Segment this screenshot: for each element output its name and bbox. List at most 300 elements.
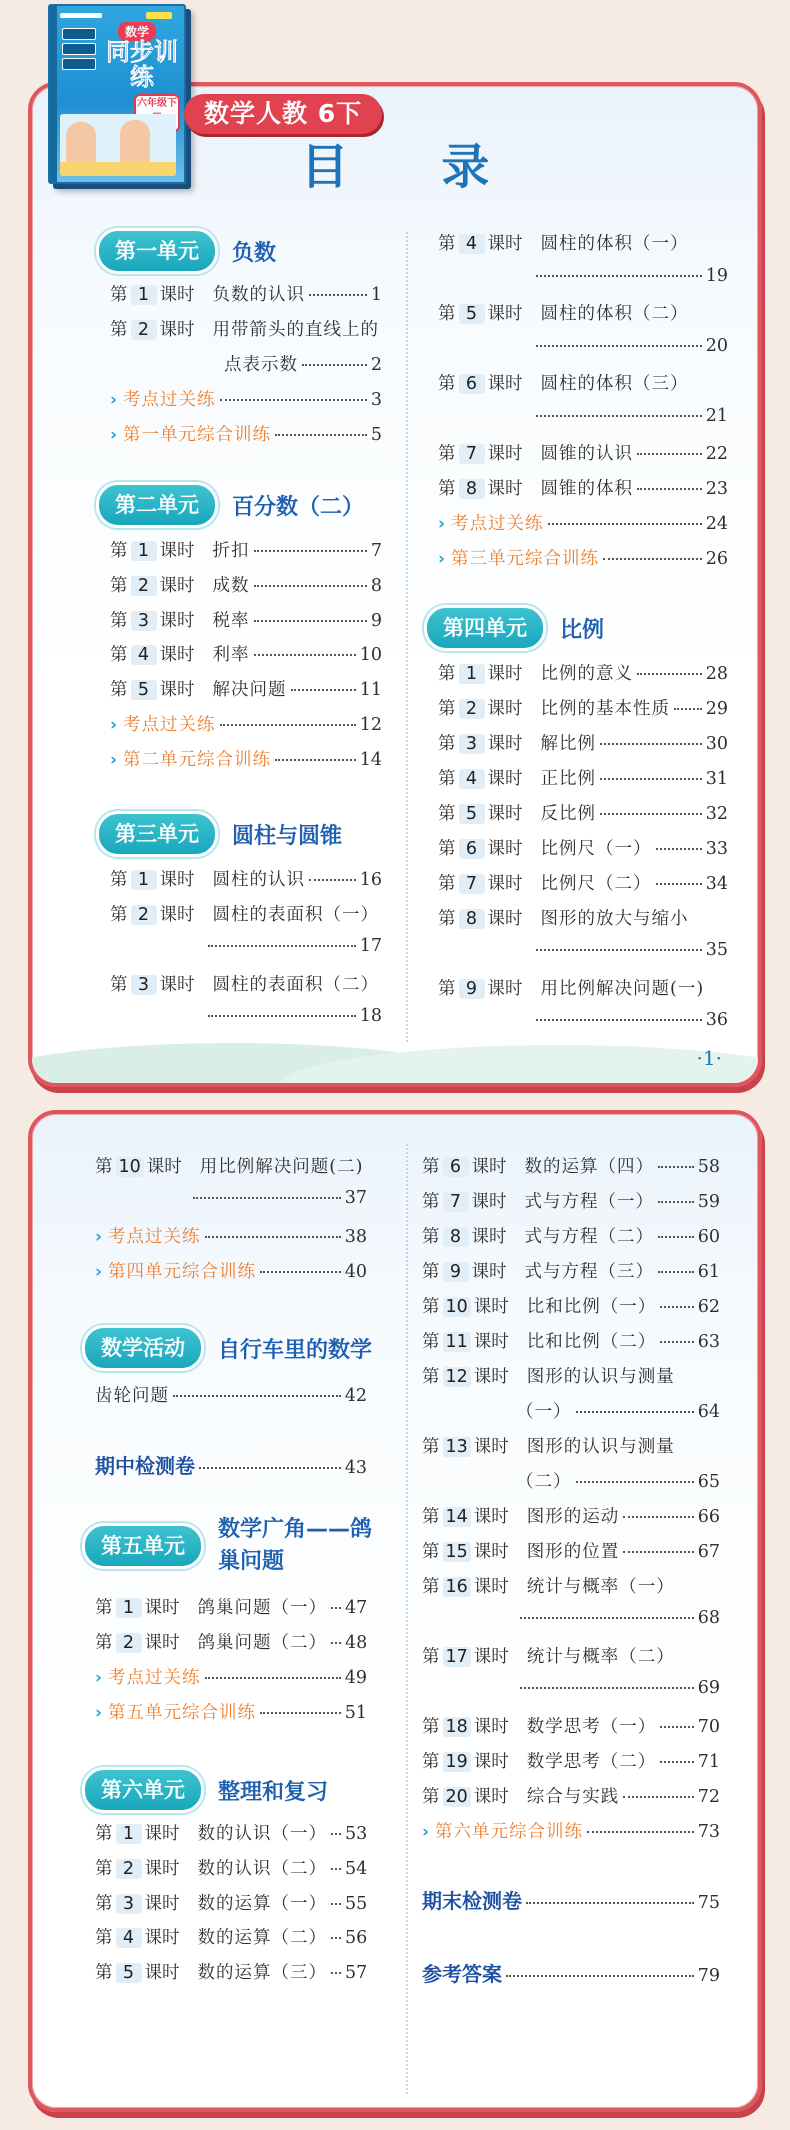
chevron-right-icon: › xyxy=(438,549,446,569)
dot-leader xyxy=(193,1197,341,1199)
dot-leader xyxy=(536,345,702,347)
page-title: 目 录 xyxy=(300,139,528,195)
page-ref: 72 xyxy=(697,1787,720,1807)
toc-entry[interactable] xyxy=(95,1153,375,1179)
lesson-label xyxy=(422,1328,509,1353)
toc-entry[interactable] xyxy=(438,975,728,1001)
lesson-label xyxy=(422,1503,509,1528)
unit-header xyxy=(96,485,364,525)
entry-title: 数学思考（二） xyxy=(526,1752,657,1772)
dot-leader xyxy=(291,689,356,691)
lesson-label xyxy=(422,1783,509,1808)
toc-entry[interactable] xyxy=(422,1293,720,1319)
page-ref: 61 xyxy=(697,1262,720,1282)
unit-name-line: 巢问题 xyxy=(218,1549,285,1574)
lesson-label xyxy=(422,1258,507,1283)
page-ref: 59 xyxy=(697,1192,720,1212)
unit-header xyxy=(96,814,342,854)
toc-entry[interactable] xyxy=(422,1328,720,1354)
entry-title: 数学思考（一） xyxy=(526,1717,657,1737)
toc-entry[interactable] xyxy=(422,1678,720,1704)
toc-entry[interactable] xyxy=(438,940,728,966)
page-ref: 62 xyxy=(697,1297,720,1317)
toc-entry[interactable] xyxy=(422,1468,720,1494)
lesson-label xyxy=(422,1153,507,1178)
chevron-right-icon: › xyxy=(95,1262,103,1282)
lesson-suffix: 课时 xyxy=(487,304,523,324)
lesson-suffix: 课时 xyxy=(471,1192,507,1212)
page-ref: 63 xyxy=(697,1332,720,1352)
toc-entry[interactable] xyxy=(422,1713,720,1739)
page-ref: 73 xyxy=(697,1822,720,1842)
toc-entry[interactable] xyxy=(95,1890,367,1916)
toc-entry[interactable] xyxy=(110,936,382,962)
toc-entry[interactable] xyxy=(110,641,382,667)
unit-header xyxy=(82,1770,328,1810)
lesson-label xyxy=(95,1153,182,1178)
toc-entry[interactable] xyxy=(438,406,728,432)
lesson-number: 1 xyxy=(116,1598,142,1618)
entry-title: 数的认识（二） xyxy=(197,1858,327,1879)
page-ref: 60 xyxy=(697,1227,720,1247)
lesson-number: 15 xyxy=(443,1542,471,1562)
lesson-suffix: 课时 xyxy=(144,1963,180,1984)
dot-leader xyxy=(520,1687,694,1689)
lesson-label xyxy=(110,537,195,562)
toc-entry[interactable] xyxy=(95,1820,367,1846)
toc-entry[interactable] xyxy=(438,1010,728,1036)
dot-leader xyxy=(587,1831,694,1833)
dot-leader xyxy=(331,1833,341,1835)
entry-title: 利率 xyxy=(212,645,250,666)
entry-title: 鸽巢问题（一） xyxy=(197,1598,327,1618)
dot-leader xyxy=(331,1607,341,1609)
dot-leader xyxy=(623,1516,693,1518)
lesson-suffix: 课时 xyxy=(159,870,195,890)
toc-entry[interactable] xyxy=(95,1855,367,1881)
lesson-number: 19 xyxy=(443,1752,471,1772)
lesson-prefix: 第 xyxy=(438,444,456,464)
page-ref: 21 xyxy=(705,406,728,426)
entry-title: 鸽巢问题（二） xyxy=(197,1633,327,1653)
lesson-prefix: 第 xyxy=(110,645,128,666)
lesson-number: 3 xyxy=(131,611,157,631)
lesson-number: 6 xyxy=(443,1157,469,1177)
entry-title: 式与方程（二） xyxy=(524,1227,654,1247)
toc-entry[interactable] xyxy=(422,1573,720,1599)
page-ref: 65 xyxy=(697,1472,720,1492)
dot-leader xyxy=(656,883,702,885)
lesson-prefix: 第 xyxy=(422,1157,440,1177)
lesson-suffix: 课时 xyxy=(473,1297,509,1317)
dot-leader xyxy=(331,1642,341,1644)
toc-entry[interactable] xyxy=(422,1398,720,1424)
chevron-right-icon: › xyxy=(110,750,118,770)
toc-entry[interactable] xyxy=(438,475,728,501)
toc-entry[interactable] xyxy=(422,1748,720,1774)
entry-title: 用比例解决问题(二) xyxy=(199,1157,364,1177)
toc-entry[interactable] xyxy=(422,1783,720,1809)
toc-entry[interactable] xyxy=(110,866,382,892)
toc-entry[interactable] xyxy=(438,370,728,396)
lesson-suffix: 课时 xyxy=(159,320,195,340)
unit-pill: 第六单元 xyxy=(82,1767,204,1813)
dot-leader xyxy=(660,1341,693,1343)
toc-entry[interactable] xyxy=(110,607,382,633)
page-ref: 22 xyxy=(705,444,728,464)
entry-title: 数的运算（三） xyxy=(197,1963,327,1984)
dot-leader xyxy=(526,1902,694,1904)
lesson-label xyxy=(95,1820,180,1845)
dot-leader xyxy=(302,364,367,366)
lesson-prefix: 第 xyxy=(95,1633,113,1653)
lesson-number: 1 xyxy=(131,870,157,890)
page-ref: 10 xyxy=(359,645,382,666)
cover-subject: 数学 xyxy=(118,22,156,41)
dot-leader xyxy=(536,415,702,417)
entry-title: 点表示数 xyxy=(224,355,298,375)
lesson-number: 7 xyxy=(443,1192,469,1212)
lesson-suffix: 课时 xyxy=(159,975,195,995)
lesson-suffix: 课时 xyxy=(487,699,523,719)
toc-entry[interactable] xyxy=(110,971,386,997)
page-ref: 55 xyxy=(345,1893,368,1914)
lesson-label xyxy=(110,607,195,632)
entry-title: 圆锥的体积 xyxy=(540,479,633,499)
unit-pill: 第三单元 xyxy=(96,811,218,857)
chevron-right-icon: › xyxy=(110,715,118,735)
toc-entry[interactable] xyxy=(438,336,728,362)
entry-title: 负数的认识 xyxy=(212,285,305,305)
lesson-prefix: 第 xyxy=(438,479,456,499)
lesson-prefix: 第 xyxy=(110,610,128,631)
toc-entry[interactable] xyxy=(110,316,386,342)
page-ref: 37 xyxy=(344,1188,367,1208)
entry-title: 圆柱的体积（一） xyxy=(540,234,689,254)
lesson-number: 8 xyxy=(443,1227,469,1247)
entry-title: （二） xyxy=(516,1472,572,1492)
dot-leader xyxy=(220,724,356,726)
dot-leader xyxy=(331,1972,341,1974)
entry-title: 考点过关练 xyxy=(123,390,216,410)
toc-entry[interactable] xyxy=(95,1664,367,1690)
entry-title: 比和比例（一） xyxy=(526,1297,657,1317)
lesson-number: 2 xyxy=(131,320,157,340)
lesson-suffix: 课时 xyxy=(473,1367,509,1387)
page-ref: 42 xyxy=(344,1386,367,1406)
toc-entry[interactable] xyxy=(438,266,728,292)
lesson-prefix: 第 xyxy=(438,699,456,719)
entry-title: 图形的运动 xyxy=(526,1507,620,1527)
entry-title: 统计与概率（一） xyxy=(526,1577,675,1597)
lesson-label xyxy=(422,1713,509,1738)
dot-leader xyxy=(254,585,367,587)
dot-leader xyxy=(660,1761,693,1763)
entry-title: 比例的意义 xyxy=(540,664,633,684)
lesson-label xyxy=(422,1188,507,1213)
dot-leader xyxy=(520,1617,694,1619)
toc-entry[interactable] xyxy=(438,905,728,931)
toc-entry[interactable] xyxy=(422,1258,720,1284)
entry-title: 图形的放大与缩小 xyxy=(540,909,689,929)
entry-title: 比例尺（二） xyxy=(540,874,652,894)
page-ref: 3 xyxy=(370,390,382,410)
toc-entry[interactable] xyxy=(438,440,728,466)
lesson-label xyxy=(438,835,523,860)
page-ref: 75 xyxy=(697,1893,720,1913)
page-ref: 69 xyxy=(697,1678,720,1698)
lesson-label xyxy=(422,1538,509,1563)
toc-entry[interactable] xyxy=(95,1699,367,1725)
lesson-label xyxy=(95,1855,180,1880)
lesson-suffix: 课时 xyxy=(487,839,523,859)
lesson-number: 1 xyxy=(131,541,157,561)
toc-entry[interactable] xyxy=(95,1629,367,1655)
lesson-suffix: 课时 xyxy=(144,1858,180,1879)
toc-entry[interactable] xyxy=(110,711,382,737)
lesson-label xyxy=(95,1959,180,1984)
lesson-number: 4 xyxy=(116,1928,142,1948)
chevron-right-icon: › xyxy=(95,1668,103,1688)
toc-entry[interactable] xyxy=(422,1433,720,1459)
toc-entry[interactable] xyxy=(95,1188,367,1214)
lesson-label xyxy=(422,1643,509,1668)
unit-name: 圆柱与圆锥 xyxy=(232,823,343,849)
lesson-prefix: 第 xyxy=(110,320,128,340)
page-ref: 48 xyxy=(345,1633,368,1653)
lesson-prefix: 第 xyxy=(438,304,456,324)
toc-entry[interactable] xyxy=(422,1503,720,1529)
toc-entry[interactable] xyxy=(438,835,728,861)
lesson-suffix: 课时 xyxy=(473,1717,509,1737)
dot-leader xyxy=(254,550,367,552)
lesson-suffix: 课时 xyxy=(487,734,523,754)
toc-entry[interactable] xyxy=(422,1363,720,1389)
lesson-label xyxy=(110,676,195,701)
entry-title: 数的运算（二） xyxy=(197,1928,327,1949)
chevron-right-icon: › xyxy=(95,1227,103,1247)
unit-name: 负数 xyxy=(232,240,277,266)
entry-title: 圆柱的体积（二） xyxy=(540,304,689,324)
lesson-prefix: 第 xyxy=(110,975,128,995)
page-ref: 67 xyxy=(697,1542,720,1562)
lesson-prefix: 第 xyxy=(422,1542,440,1562)
toc-entry[interactable] xyxy=(110,901,386,927)
toc-entry[interactable] xyxy=(438,545,728,571)
toc-entry[interactable] xyxy=(110,572,382,598)
toc-entry[interactable] xyxy=(95,1450,367,1476)
page-ref: 68 xyxy=(697,1608,720,1628)
dot-leader xyxy=(658,1201,694,1203)
lesson-prefix: 第 xyxy=(95,1824,113,1844)
entry-title: 比和比例（二） xyxy=(526,1332,657,1352)
dot-leader xyxy=(674,708,702,710)
lesson-label xyxy=(110,281,195,306)
toc-entry[interactable] xyxy=(438,300,728,326)
dot-leader xyxy=(331,1903,341,1905)
lesson-label xyxy=(110,641,195,666)
toc-entry[interactable] xyxy=(438,870,728,896)
lesson-number: 3 xyxy=(116,1894,142,1914)
toc-entry[interactable] xyxy=(95,1924,367,1950)
entry-title: 用带箭头的直线上的 xyxy=(212,320,379,340)
lesson-prefix: 第 xyxy=(422,1577,440,1597)
lesson-suffix: 课时 xyxy=(144,1598,180,1618)
dot-leader xyxy=(536,275,702,277)
lesson-prefix: 第 xyxy=(438,234,456,254)
lesson-suffix: 课时 xyxy=(159,285,195,305)
toc-entry[interactable] xyxy=(110,386,382,412)
lesson-number: 3 xyxy=(459,734,485,754)
lesson-label xyxy=(438,730,523,755)
lesson-number: 20 xyxy=(443,1787,471,1807)
lesson-suffix: 课时 xyxy=(159,645,195,666)
unit-name-line: 数学广角——鸽 xyxy=(218,1517,373,1542)
toc-entry[interactable] xyxy=(438,510,728,536)
unit-pill: 第二单元 xyxy=(96,482,218,528)
toc-entry[interactable] xyxy=(422,1188,720,1214)
lesson-prefix: 第 xyxy=(438,874,456,894)
lesson-suffix: 课时 xyxy=(159,610,195,631)
lesson-label xyxy=(422,1223,507,1248)
lesson-number: 1 xyxy=(459,664,485,684)
toc-entry[interactable] xyxy=(438,800,728,826)
lesson-number: 8 xyxy=(459,909,485,929)
chevron-right-icon: › xyxy=(422,1822,430,1842)
dot-leader xyxy=(208,1015,356,1017)
lesson-prefix: 第 xyxy=(110,541,128,561)
toc-entry[interactable] xyxy=(422,1885,720,1911)
toc-entry[interactable] xyxy=(95,1382,367,1408)
column-divider xyxy=(406,232,408,1042)
entry-title: 数的认识（一） xyxy=(197,1824,327,1844)
lesson-label xyxy=(438,905,523,930)
toc-entry[interactable] xyxy=(130,351,382,377)
lesson-suffix: 课时 xyxy=(159,541,195,561)
lesson-number: 18 xyxy=(443,1717,471,1737)
toc-entry[interactable] xyxy=(110,1006,382,1032)
toc-entry[interactable] xyxy=(422,1818,720,1844)
toc-entry[interactable] xyxy=(438,230,728,256)
lesson-prefix: 第 xyxy=(422,1752,440,1772)
lesson-suffix: 课时 xyxy=(146,1157,182,1177)
lesson-prefix: 第 xyxy=(422,1297,440,1317)
lesson-prefix: 第 xyxy=(110,870,128,890)
toc-entry[interactable] xyxy=(438,660,728,686)
toc-entry[interactable] xyxy=(110,421,382,447)
page-ref: 20 xyxy=(705,336,728,356)
dot-leader xyxy=(637,673,702,675)
dot-leader xyxy=(205,1677,341,1679)
lesson-number: 10 xyxy=(443,1297,471,1317)
toc-entry[interactable] xyxy=(422,1153,720,1179)
lesson-label xyxy=(438,300,523,325)
page-ref: 18 xyxy=(359,1006,382,1026)
page-ref: 19 xyxy=(705,266,728,286)
lesson-label xyxy=(422,1363,509,1388)
lesson-suffix: 课时 xyxy=(144,1633,180,1653)
toc-entry[interactable] xyxy=(95,1223,367,1249)
lesson-label xyxy=(110,901,195,926)
toc-entry[interactable] xyxy=(110,281,382,307)
page-ref: 58 xyxy=(697,1157,720,1177)
toc-entry[interactable] xyxy=(422,1608,720,1634)
lesson-suffix: 课时 xyxy=(473,1437,509,1457)
lesson-number: 6 xyxy=(459,374,485,394)
page-ref: 2 xyxy=(370,355,382,375)
lesson-prefix: 第 xyxy=(110,905,128,925)
lesson-label xyxy=(438,475,523,500)
lesson-number: 3 xyxy=(131,975,157,995)
entry-title: 比例尺（一） xyxy=(540,839,652,859)
page-ref: 47 xyxy=(345,1598,368,1618)
toc-entry[interactable] xyxy=(110,537,382,563)
page-ref: 5 xyxy=(370,425,382,445)
toc-entry[interactable] xyxy=(422,1958,720,1984)
page-ref: 32 xyxy=(705,804,728,824)
page-ref: 57 xyxy=(345,1963,368,1984)
lesson-label xyxy=(438,870,523,895)
page-ref: 9 xyxy=(370,610,382,631)
lesson-label xyxy=(438,695,523,720)
entry-title: 式与方程（一） xyxy=(524,1192,654,1212)
lesson-number: 10 xyxy=(116,1157,144,1177)
lesson-label xyxy=(422,1573,509,1598)
entry-title: 圆柱的表面积（二） xyxy=(212,975,379,995)
lesson-prefix: 第 xyxy=(95,1928,113,1949)
lesson-prefix: 第 xyxy=(438,769,456,789)
lesson-number: 2 xyxy=(131,576,157,596)
lesson-suffix: 课时 xyxy=(487,444,523,464)
toc-entry[interactable] xyxy=(422,1223,720,1249)
entry-title: 解比例 xyxy=(540,734,596,754)
toc-entry[interactable] xyxy=(438,730,728,756)
page-ref: 14 xyxy=(359,750,382,770)
lesson-prefix: 第 xyxy=(438,374,456,394)
lesson-number: 6 xyxy=(459,839,485,859)
unit-name: 百分数（二） xyxy=(232,494,365,520)
page-ref: 7 xyxy=(370,541,382,561)
toc-entry[interactable] xyxy=(438,765,728,791)
toc-entry[interactable] xyxy=(110,746,382,772)
toc-entry[interactable] xyxy=(95,1594,367,1620)
entry-title: 第五单元综合训练 xyxy=(108,1703,257,1723)
toc-entry[interactable] xyxy=(95,1959,367,1985)
entry-title: 数的运算（一） xyxy=(197,1893,327,1914)
toc-entry[interactable] xyxy=(422,1643,720,1669)
lesson-suffix: 课时 xyxy=(473,1542,509,1562)
lesson-label xyxy=(438,765,523,790)
toc-entry[interactable] xyxy=(110,676,382,702)
lesson-prefix: 第 xyxy=(438,839,456,859)
dot-leader xyxy=(173,1395,341,1397)
lesson-label xyxy=(95,1924,180,1949)
toc-entry[interactable] xyxy=(438,695,728,721)
lesson-suffix: 课时 xyxy=(473,1507,509,1527)
dot-leader xyxy=(254,620,367,622)
page-ref: 51 xyxy=(344,1703,367,1723)
entry-title: 折扣 xyxy=(212,541,250,561)
unit-pill: 第五单元 xyxy=(82,1523,204,1569)
lesson-prefix: 第 xyxy=(110,285,128,305)
lesson-prefix: 第 xyxy=(422,1227,440,1247)
lesson-number: 4 xyxy=(131,645,157,665)
lesson-suffix: 课时 xyxy=(487,769,523,789)
chevron-right-icon: › xyxy=(95,1703,103,1723)
lesson-prefix: 第 xyxy=(422,1367,440,1387)
toc-entry[interactable] xyxy=(422,1538,720,1564)
toc-entry[interactable] xyxy=(95,1258,367,1284)
